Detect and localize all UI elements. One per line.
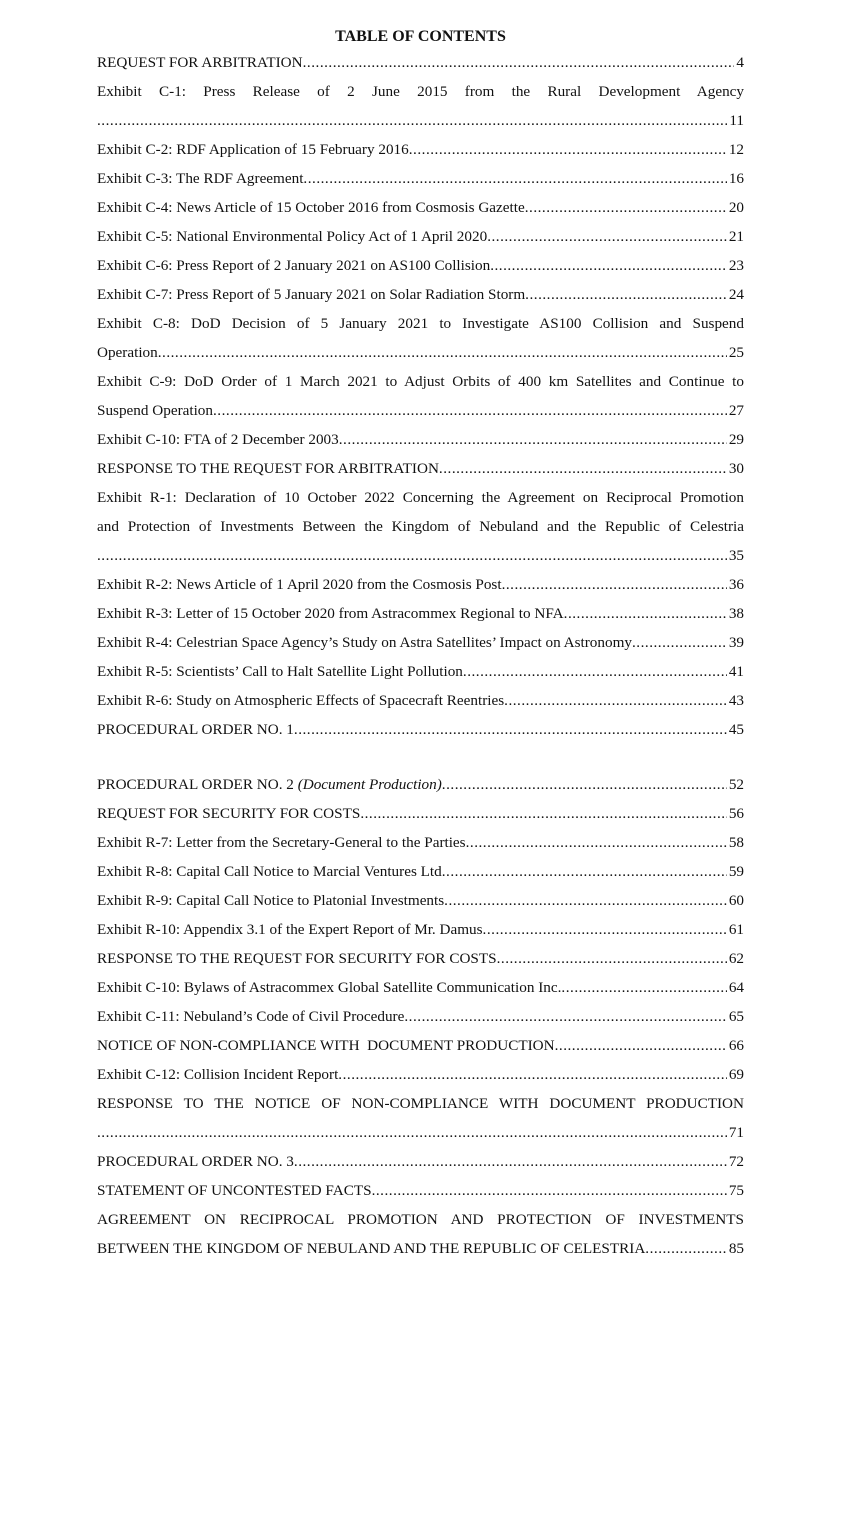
toc-page-number: 12 bbox=[728, 141, 744, 158]
toc-page-number: 23 bbox=[728, 257, 744, 274]
toc-entry-request-for-arbitration[interactable] bbox=[97, 48, 744, 77]
toc-leader-dots bbox=[97, 106, 727, 135]
toc-entry-title: Exhibit R-8: Capital Call Notice to Marcial Ventures Ltd bbox=[97, 863, 442, 880]
toc-entry-exhibit-c-1[interactable] bbox=[97, 77, 744, 135]
toc-list bbox=[97, 48, 744, 1263]
toc-entry-title: Exhibit C-9: DoD Order of 1 March 2021 to Adjust Orbits of 400 km Satellites and Continue to bbox=[97, 373, 744, 390]
toc-entry-exhibit-r-6[interactable] bbox=[97, 686, 744, 715]
toc-entry-exhibit-c-5[interactable] bbox=[97, 222, 744, 251]
toc-leader-dots bbox=[497, 944, 727, 973]
toc-entry-title: RESPONSE TO THE REQUEST FOR ARBITRATION bbox=[97, 460, 439, 477]
toc-leader-dots bbox=[525, 280, 727, 309]
toc-entry-notice-non-compliance[interactable] bbox=[97, 1031, 744, 1060]
toc-entry-exhibit-r-5[interactable] bbox=[97, 657, 744, 686]
toc-page-number: 11 bbox=[729, 112, 744, 129]
toc-entry-exhibit-r-4[interactable] bbox=[97, 628, 744, 657]
toc-title: TABLE OF CONTENTS bbox=[335, 28, 506, 45]
toc-entry-title: Exhibit C-10: Bylaws of Astracommex Global Satellite Communication Inc. bbox=[97, 979, 562, 996]
toc-entry-title: Exhibit C-5: National Environmental Policy Act of 1 April 2020 bbox=[97, 228, 488, 245]
toc-entry-exhibit-r-7[interactable] bbox=[97, 828, 744, 857]
toc-page-number: 41 bbox=[728, 663, 744, 680]
toc-leader-dots bbox=[561, 973, 726, 1002]
toc-page-number: 4 bbox=[736, 54, 744, 71]
toc-entry-title: REQUEST FOR SECURITY FOR COSTS bbox=[97, 805, 361, 822]
toc-page-number: 64 bbox=[728, 979, 744, 996]
toc-leader-dots bbox=[632, 628, 727, 657]
toc-entry-title: Exhibit C-7: Press Report of 5 January 2021 on Solar Radiation Storm bbox=[97, 286, 526, 303]
toc-entry-exhibit-c-10-fta[interactable] bbox=[97, 425, 744, 454]
toc-entry-title: Exhibit C-8: DoD Decision of 5 January 2021 to Investigate AS100 Collision and Suspend bbox=[97, 315, 744, 332]
toc-leader-dots bbox=[404, 1002, 726, 1031]
toc-entry-title-tail: BETWEEN THE KINGDOM OF NEBULAND AND THE REPUBLIC OF CELESTRIA bbox=[97, 1240, 646, 1257]
toc-entry-exhibit-c-3[interactable] bbox=[97, 164, 744, 193]
toc-page-number: 25 bbox=[728, 344, 744, 361]
toc-leader-dots bbox=[338, 1060, 727, 1089]
toc-entry-tail bbox=[97, 396, 744, 425]
toc-leader-dots bbox=[444, 886, 727, 915]
toc-entry-tail bbox=[97, 338, 744, 367]
toc-page-number: 20 bbox=[728, 199, 744, 216]
toc-entry-tail bbox=[97, 106, 744, 135]
toc-page-number: 69 bbox=[728, 1066, 744, 1083]
toc-entry-title-tail: Suspend Operation bbox=[97, 402, 213, 419]
toc-entry-exhibit-c-12[interactable] bbox=[97, 1060, 744, 1089]
toc-entry-response-security-costs[interactable] bbox=[97, 944, 744, 973]
toc-entry-exhibit-c-11[interactable] bbox=[97, 1002, 744, 1031]
toc-page-number: 59 bbox=[728, 863, 744, 880]
toc-entry-tail bbox=[97, 1118, 744, 1147]
toc-entry-title: RESPONSE TO THE NOTICE OF NON-COMPLIANCE WITH DOCUMENT PRODUCTION bbox=[97, 1095, 744, 1112]
toc-leader-dots bbox=[463, 657, 727, 686]
toc-leader-dots bbox=[97, 1118, 727, 1147]
toc-entry-exhibit-c-7[interactable] bbox=[97, 280, 744, 309]
toc-leader-dots bbox=[339, 425, 727, 454]
toc-entry-exhibit-c-10-bylaws[interactable] bbox=[97, 973, 744, 1002]
toc-entry-title: AGREEMENT ON RECIPROCAL PROMOTION AND PROTECTION OF INVESTMENTS bbox=[97, 1211, 744, 1228]
toc-entry-exhibit-c-8[interactable] bbox=[97, 309, 744, 367]
toc-entry-title: Exhibit R-1: Declaration of 10 October 2022 Concerning the Agreement on Reciprocal Promotion bbox=[97, 489, 744, 506]
toc-page-number: 52 bbox=[728, 776, 744, 793]
toc-leader-dots bbox=[158, 338, 727, 367]
toc-page-number: 43 bbox=[728, 692, 744, 709]
toc-entry-title: RESPONSE TO THE REQUEST FOR SECURITY FOR COSTS bbox=[97, 950, 497, 967]
toc-entry-response-notice-non-compliance[interactable] bbox=[97, 1089, 744, 1147]
toc-entry-uncontested-facts[interactable] bbox=[97, 1176, 744, 1205]
toc-leader-dots bbox=[502, 570, 727, 599]
toc-page-number: 36 bbox=[728, 576, 744, 593]
toc-leader-dots bbox=[442, 857, 727, 886]
toc-entry-title: Exhibit C-4: News Article of 15 October 2016 from Cosmosis Gazette bbox=[97, 199, 525, 216]
toc-entry-exhibit-c-6[interactable] bbox=[97, 251, 744, 280]
toc-entry-tail bbox=[97, 1234, 744, 1263]
toc-page-number: 58 bbox=[728, 834, 744, 851]
toc-leader-dots bbox=[555, 1031, 727, 1060]
toc-page-number: 30 bbox=[728, 460, 744, 477]
toc-page-number: 66 bbox=[728, 1037, 744, 1054]
toc-leader-dots bbox=[213, 396, 727, 425]
toc-leader-dots bbox=[564, 599, 727, 628]
toc-leader-dots bbox=[487, 222, 727, 251]
toc-page-number: 38 bbox=[728, 605, 744, 622]
toc-leader-dots bbox=[439, 454, 727, 483]
toc-entry-title: Exhibit R-7: Letter from the Secretary-General to the Parties bbox=[97, 834, 466, 851]
toc-leader-dots bbox=[645, 1234, 727, 1263]
toc-page-number: 29 bbox=[728, 431, 744, 448]
toc-leader-dots bbox=[294, 1147, 727, 1176]
toc-entry-exhibit-c-4[interactable] bbox=[97, 193, 744, 222]
toc-leader-dots bbox=[97, 541, 727, 570]
toc-leader-dots bbox=[466, 828, 727, 857]
toc-entry-title: Exhibit R-3: Letter of 15 October 2020 from Astracommex Regional to NFA bbox=[97, 605, 564, 622]
toc-page-number: 85 bbox=[728, 1240, 744, 1257]
toc-entry-title-line2: and Protection of Investments Between the Kingdom of Nebuland and the Republic of Celestria bbox=[97, 518, 744, 535]
toc-page-number: 27 bbox=[728, 402, 744, 419]
toc-entry-exhibit-r-9[interactable] bbox=[97, 886, 744, 915]
toc-entry-title-tail: Operation bbox=[97, 344, 158, 361]
toc-entry-exhibit-r-1[interactable] bbox=[97, 483, 744, 570]
toc-page-number: 71 bbox=[728, 1124, 744, 1141]
toc-entry-title: REQUEST FOR ARBITRATION bbox=[97, 54, 303, 71]
toc-entry-title: Exhibit C-11: Nebuland’s Code of Civil Procedure bbox=[97, 1008, 405, 1025]
toc-entry-title-main: PROCEDURAL ORDER NO. 2 bbox=[97, 776, 298, 793]
toc-entry-title: NOTICE OF NON-COMPLIANCE WITH DOCUMENT PRODUCTION bbox=[97, 1037, 555, 1054]
toc-leader-dots bbox=[504, 686, 727, 715]
toc-leader-dots bbox=[409, 135, 727, 164]
toc-entry-title: PROCEDURAL ORDER NO. 1 bbox=[97, 721, 294, 738]
toc-leader-dots bbox=[303, 164, 726, 193]
toc-entry-title: Exhibit R-5: Scientists’ Call to Halt Satellite Light Pollution bbox=[97, 663, 463, 680]
toc-leader-dots bbox=[294, 715, 727, 744]
toc-entry-title: Exhibit C-12: Collision Incident Report bbox=[97, 1066, 339, 1083]
toc-leader-dots bbox=[525, 193, 727, 222]
toc-entry-title: Exhibit C-2: RDF Application of 15 February 2016 bbox=[97, 141, 409, 158]
toc-page-number: 75 bbox=[728, 1182, 744, 1199]
toc-entry-title: Exhibit R-9: Capital Call Notice to Platonial Investments bbox=[97, 892, 445, 909]
toc-entry-response-to-request[interactable] bbox=[97, 454, 744, 483]
toc-leader-dots bbox=[483, 915, 727, 944]
toc-entry-exhibit-r-8[interactable] bbox=[97, 857, 744, 886]
table-of-contents bbox=[97, 26, 744, 1263]
toc-entry-title: Exhibit C-10: FTA of 2 December 2003 bbox=[97, 431, 339, 448]
toc-entry-title: Exhibit R-4: Celestrian Space Agency’s Study on Astra Satellites’ Impact on Astronomy bbox=[97, 634, 632, 651]
toc-page-number: 45 bbox=[728, 721, 744, 738]
toc-leader-dots bbox=[360, 799, 727, 828]
toc-entry-title bbox=[97, 770, 442, 799]
toc-entry-title: Exhibit C-6: Press Report of 2 January 2021 on AS100 Collision bbox=[97, 257, 491, 274]
toc-entry-procedural-order-1[interactable] bbox=[97, 715, 744, 744]
toc-entry-title: STATEMENT OF UNCONTESTED FACTS bbox=[97, 1182, 372, 1199]
toc-entry-title: Exhibit C-1: Press Release of 2 June 2015 from the Rural Development Agency bbox=[97, 83, 744, 100]
toc-leader-dots bbox=[442, 770, 727, 799]
toc-entry-title: Exhibit C-3: The RDF Agreement bbox=[97, 170, 304, 187]
toc-leader-dots bbox=[303, 48, 735, 77]
toc-entry-title: Exhibit R-10: Appendix 3.1 of the Expert Report of Mr. Damus bbox=[97, 921, 483, 938]
toc-entry-exhibit-c-2[interactable] bbox=[97, 135, 744, 164]
toc-page-number: 62 bbox=[728, 950, 744, 967]
toc-page-number: 21 bbox=[728, 228, 744, 245]
toc-entry-title: Exhibit R-2: News Article of 1 April 2020 from the Cosmosis Post bbox=[97, 576, 502, 593]
toc-page-number: 16 bbox=[728, 170, 744, 187]
toc-entry-title: Exhibit R-6: Study on Atmospheric Effects of Spacecraft Reentries bbox=[97, 692, 505, 709]
toc-entry-exhibit-c-9[interactable] bbox=[97, 367, 744, 425]
toc-page-number: 61 bbox=[728, 921, 744, 938]
toc-leader-dots bbox=[490, 251, 727, 280]
toc-page-number: 39 bbox=[728, 634, 744, 651]
toc-entry-request-security-costs[interactable] bbox=[97, 799, 744, 828]
toc-page-number: 60 bbox=[728, 892, 744, 909]
toc-entry-tail bbox=[97, 541, 744, 570]
toc-page-number: 72 bbox=[728, 1153, 744, 1170]
toc-page-number: 56 bbox=[728, 805, 744, 822]
toc-page-number: 24 bbox=[728, 286, 744, 303]
toc-entry-title: PROCEDURAL ORDER NO. 3 bbox=[97, 1153, 294, 1170]
toc-entry-exhibit-r-3[interactable] bbox=[97, 599, 744, 628]
toc-entry-exhibit-r-10[interactable] bbox=[97, 915, 744, 944]
toc-leader-dots bbox=[372, 1176, 727, 1205]
toc-entry-title-italic: (Document Production) bbox=[297, 776, 442, 793]
toc-page-number: 35 bbox=[728, 547, 744, 564]
toc-entry-agreement[interactable] bbox=[97, 1205, 744, 1263]
toc-entry-procedural-order-3[interactable] bbox=[97, 1147, 744, 1176]
toc-entry-procedural-order-2[interactable] bbox=[97, 770, 744, 799]
toc-entry-exhibit-r-2[interactable] bbox=[97, 570, 744, 599]
toc-page-number: 65 bbox=[728, 1008, 744, 1025]
